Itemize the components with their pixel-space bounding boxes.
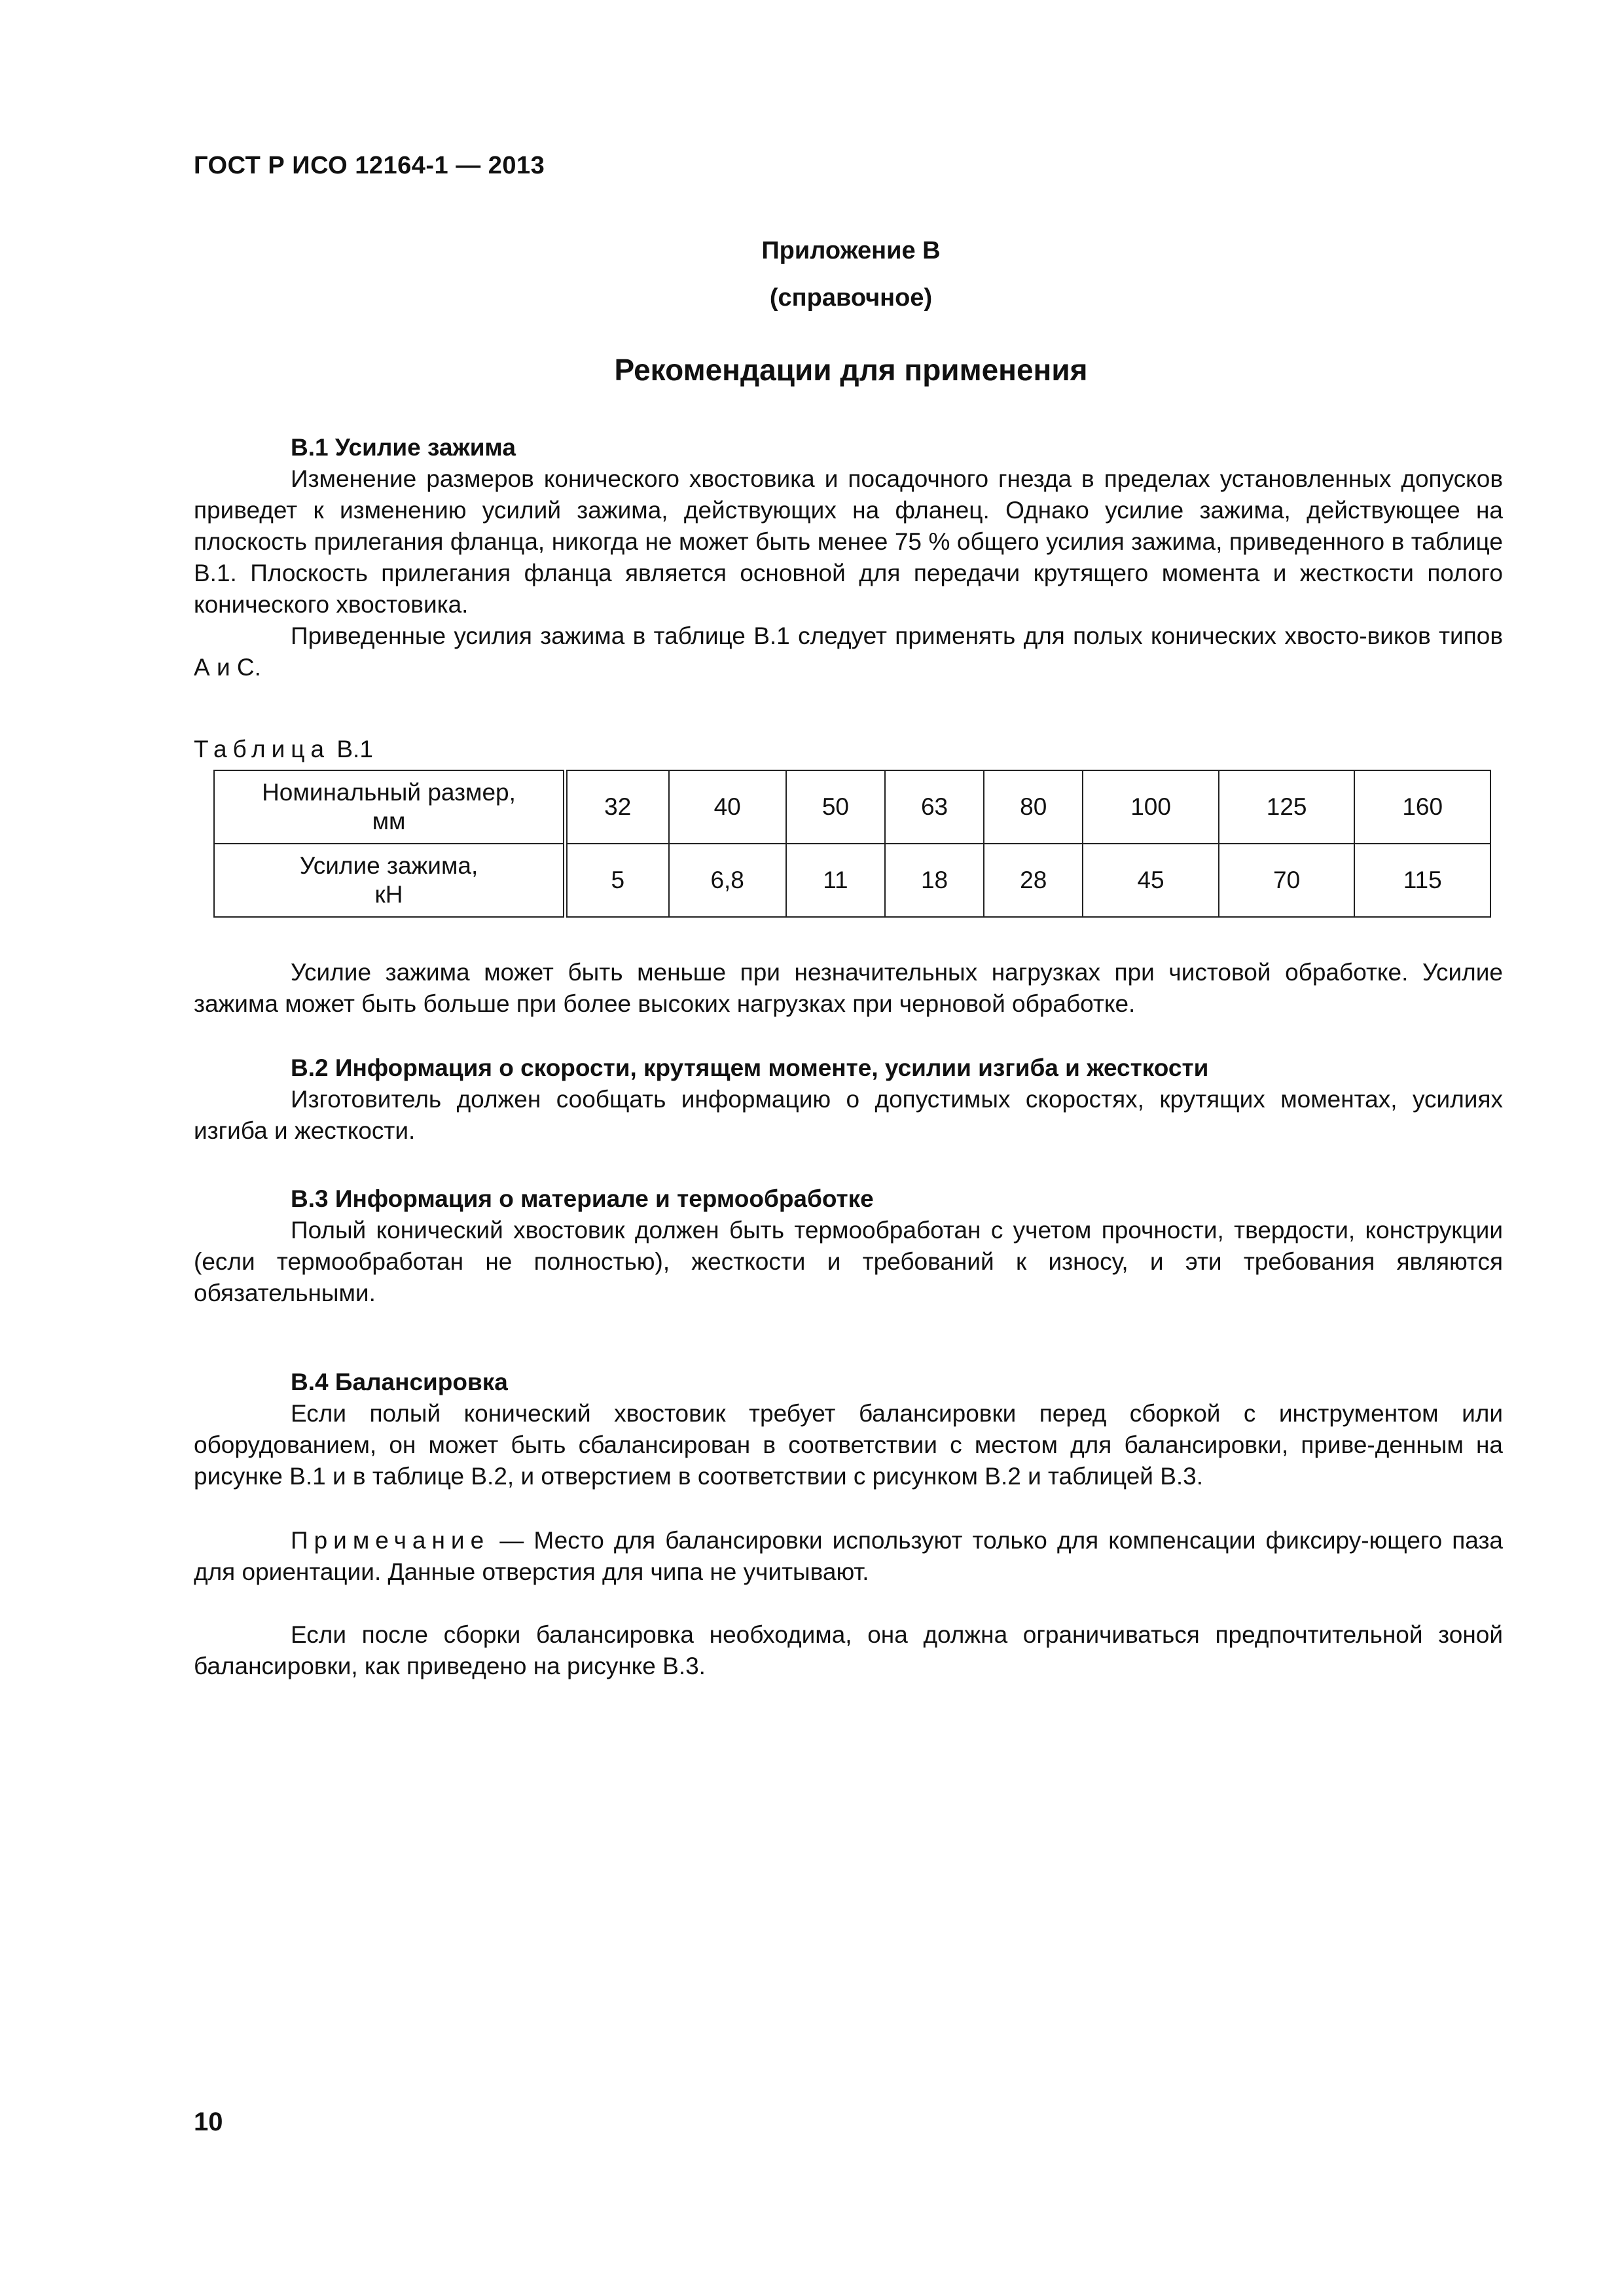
document-header: ГОСТ Р ИСО 12164-1 — 2013 <box>194 152 545 179</box>
section-heading-b2: В.2 Информация о скорости, крутящем моменте, усилии изгиба и жесткости <box>291 1054 1209 1081</box>
table-caption <box>194 736 373 763</box>
final-paragraph-block <box>194 1619 1503 1682</box>
section-heading-b4: В.4 Балансировка <box>291 1369 508 1395</box>
table-cell: 115 <box>1354 844 1490 917</box>
note-text: — Место для балансировки используют только для компенсации фиксиру-ющего паза для ориентации. Данные отверстия для чипа не учитывают. <box>194 1527 1503 1585</box>
table-cell: 6,8 <box>669 844 786 917</box>
after-table-text <box>194 957 1503 1020</box>
table-cell: 5 <box>566 844 669 917</box>
table-caption-word: Таблица <box>194 736 331 762</box>
section-heading-b3: В.3 Информация о материале и термообработке <box>291 1185 874 1212</box>
table-cell: 80 <box>984 770 1083 844</box>
paragraph-after-table: Усилие зажима может быть меньше при незначительных нагрузках при чистовой обработке. Усилие зажима может быть больше при более высоких нагрузках при черновой обработке. <box>194 959 1503 1017</box>
table-cell: 50 <box>786 770 885 844</box>
appendix-type: (справочное) <box>769 284 933 312</box>
note-paragraph <box>194 1525 1503 1588</box>
paragraph-b3-1: Полый конический хвостовик должен быть термообработан с учетом прочности, твердости, конструкции (если термообработан не полностью), жесткости и требований к износу, и эти требования являются обязательными. <box>194 1217 1503 1306</box>
table-cell: 32 <box>566 770 669 844</box>
table-cell: 63 <box>885 770 984 844</box>
paragraph-b1-1: Изменение размеров конического хвостовика и посадочного гнезда в пределах установленных допусков приведет к изменению усилий зажима, действующих на фланец. Однако усилие зажима, действующее на плоскость прилегания фланца, никогда не может быть менее 75 % общего усилия зажима, приведенного в таблице В.1. Плоскость прилегания фланца является основной для передачи крутящего момента и жесткости полого конического хвостовика. <box>194 465 1503 618</box>
appendix-title: Рекомендации для применения <box>614 353 1088 387</box>
paragraph-b1-2: Приведенные усилия зажима в таблице В.1 следует применять для полых конических хвосто-виков типов А и С. <box>194 622 1503 681</box>
table-cell: 125 <box>1219 770 1355 844</box>
row-header-size-line1: Номинальный размер, <box>262 779 516 806</box>
table-cell: 18 <box>885 844 984 917</box>
paragraph-b4-2: Если после сборки балансировка необходима, она должна ограничиваться предпочтительной зоной балансировки, как приведено на рисунке В.3. <box>194 1621 1503 1679</box>
note-b4 <box>194 1525 1503 1588</box>
section-b2 <box>194 1052 1503 1147</box>
appendix-label: Приложение В <box>761 237 941 264</box>
section-heading-b1: В.1 Усилие зажима <box>291 434 516 461</box>
table-caption-number: В.1 <box>330 736 373 762</box>
section-b3 <box>194 1183 1503 1309</box>
row-header-force <box>214 844 566 917</box>
table-cell: 45 <box>1083 844 1219 917</box>
table-cell: 40 <box>669 770 786 844</box>
paragraph-b2-1: Изготовитель должен сообщать информацию о допустимых скоростях, крутящих моментах, усилиях изгиба и жесткости. <box>194 1086 1503 1144</box>
table-cell: 11 <box>786 844 885 917</box>
row-header-size <box>214 770 566 844</box>
table-row-forces <box>214 844 1490 917</box>
row-header-force-line1: Усилие зажима, <box>299 852 478 879</box>
section-b1 <box>194 432 1503 683</box>
table-cell: 160 <box>1354 770 1490 844</box>
row-header-size-line2: мм <box>372 808 406 834</box>
table-row-sizes <box>214 770 1490 844</box>
row-header-force-line2: кН <box>374 881 403 908</box>
table-cell: 28 <box>984 844 1083 917</box>
paragraph-b4-1: Если полый конический хвостовик требует балансировки перед сборкой с инструментом или оборудованием, он может быть сбалансирован в соответствии с местом для балансировки, приве-денным на рисунке В.1 и в таблице В.2, и отверстием в соответствии с рисунком В.2 и таблицей В.3. <box>194 1400 1503 1490</box>
note-label: Примечание <box>291 1527 490 1554</box>
table-cell: 70 <box>1219 844 1355 917</box>
table-cell: 100 <box>1083 770 1219 844</box>
clamping-force-table <box>213 770 1491 918</box>
page-number: 10 <box>194 2108 223 2136</box>
section-b4 <box>194 1367 1503 1492</box>
